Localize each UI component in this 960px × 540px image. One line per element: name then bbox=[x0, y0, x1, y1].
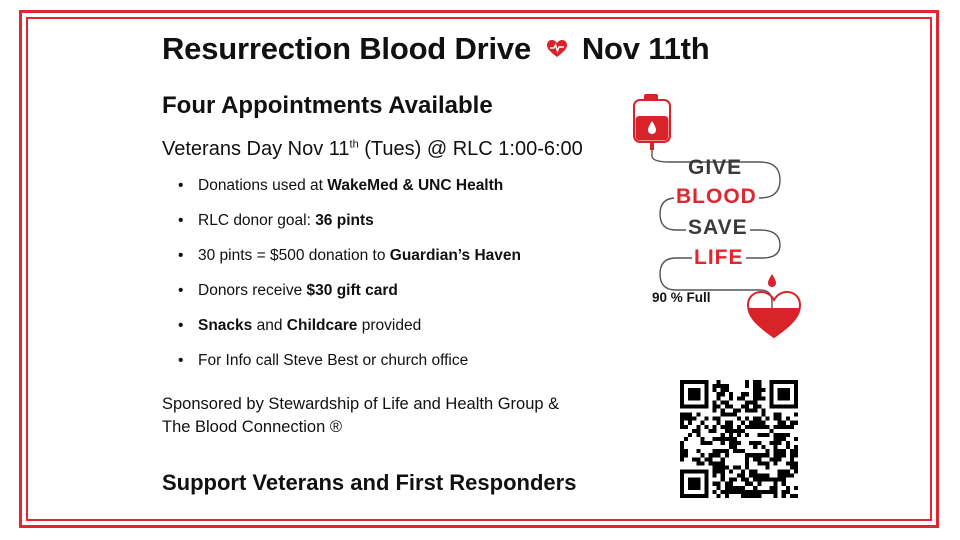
event-details bbox=[162, 138, 583, 161]
page-title bbox=[162, 30, 709, 72]
drop-icon bbox=[768, 274, 776, 287]
bullet-text: Guardian’s Haven bbox=[389, 247, 521, 264]
word-life: LIFE bbox=[694, 246, 744, 269]
bullet-item bbox=[198, 312, 521, 347]
bullet-item bbox=[198, 242, 521, 277]
title-date: Nov 11th bbox=[581, 31, 710, 67]
bullet-text: Donors receive bbox=[198, 282, 307, 299]
bullet-text: WakeMed & UNC Health bbox=[327, 177, 504, 194]
bullet-text: Childcare bbox=[286, 317, 358, 334]
subtitle: Four Appointments Available bbox=[162, 92, 493, 119]
bullet-text: Donations used at bbox=[198, 177, 328, 194]
heart-meter-icon bbox=[746, 290, 802, 340]
give-blood-graphic bbox=[630, 90, 810, 350]
bullet-text: For Info call Steve Best or church office bbox=[198, 352, 469, 369]
support-tagline: Support Veterans and First Responders bbox=[162, 470, 577, 495]
qr-code[interactable] bbox=[680, 380, 798, 498]
sponsor-text bbox=[162, 393, 559, 439]
bullet-list bbox=[178, 172, 521, 382]
bullet-text: $30 gift card bbox=[306, 282, 398, 299]
blood-bag-icon bbox=[634, 94, 670, 150]
title-text: Resurrection Blood Drive bbox=[162, 31, 532, 67]
bullet-text: 30 pints = $500 donation to bbox=[198, 247, 390, 264]
bullet-text: 36 pints bbox=[315, 212, 374, 229]
fill-percentage-label: 90 % Full bbox=[652, 290, 711, 305]
sponsor-line-1: Sponsored by Stewardship of Life and Health Group & bbox=[162, 395, 560, 413]
event-date: Veterans Day Nov 11 bbox=[162, 138, 350, 160]
word-give: GIVE bbox=[688, 156, 743, 179]
bullet-text: Snacks bbox=[198, 317, 253, 334]
event-date-suffix: th bbox=[349, 138, 359, 151]
bullet-text: provided bbox=[357, 317, 422, 334]
bullet-item bbox=[198, 347, 521, 382]
bullet-item bbox=[198, 207, 521, 242]
heart-pulse-icon bbox=[547, 30, 567, 66]
bullet-text: RLC donor goal: bbox=[198, 212, 316, 229]
word-save: SAVE bbox=[688, 216, 748, 239]
bullet-text: and bbox=[252, 317, 287, 334]
word-blood: BLOOD bbox=[676, 185, 757, 208]
event-location-time: (Tues) @ RLC 1:00-6:00 bbox=[358, 138, 583, 160]
bullet-item bbox=[198, 277, 521, 312]
bullet-item bbox=[198, 172, 521, 207]
sponsor-line-2: The Blood Connection ® bbox=[162, 418, 343, 436]
